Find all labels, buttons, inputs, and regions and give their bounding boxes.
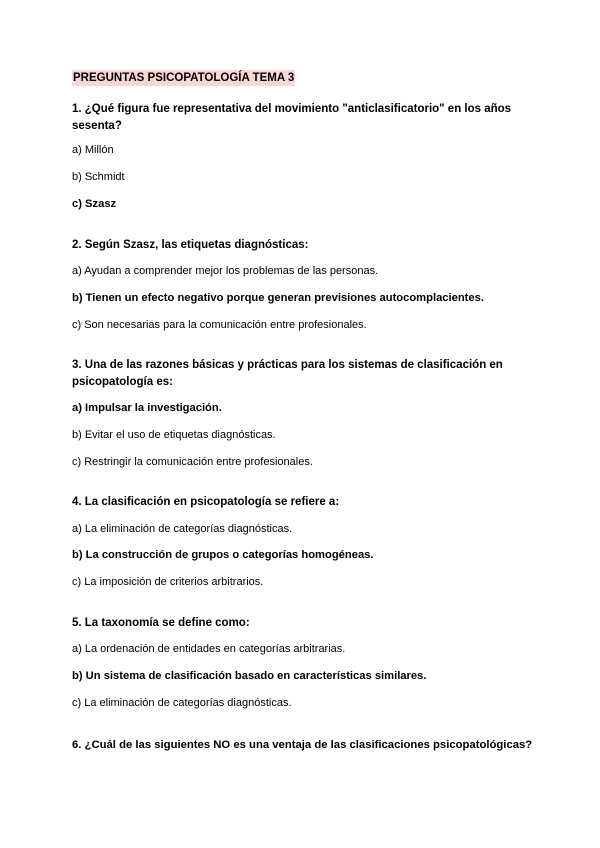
question-1-option-a: a) Millón: [72, 144, 114, 156]
question-3-option-a-correct: a) Impulsar la investigación.: [72, 402, 222, 414]
question-4-option-c: c) La imposición de criterios arbitrarios.: [72, 576, 264, 588]
question-5-text: 5. La taxonomía se define como:: [72, 617, 250, 629]
question-5-option-c: c) La eliminación de categorías diagnósticas.: [72, 697, 292, 709]
question-3-text: 3. Una de las razones básicas y prácticas para los sistemas de clasificación en psicopatología es:: [72, 359, 503, 388]
question-2-option-a: a) Ayudan a comprender mejor los problemas de las personas.: [72, 265, 379, 277]
question-4-text: 4. La clasificación en psicopatología se refiere a:: [72, 496, 340, 508]
question-3-option-b: b) Evitar el uso de etiquetas diagnósticas.: [72, 429, 276, 441]
question-2-option-c: c) Son necesarias para la comunicación entre profesionales.: [72, 319, 367, 331]
question-2-option-b-correct: b) Tienen un efecto negativo porque generan previsiones autocomplacientes.: [72, 292, 484, 304]
question-4-option-a: a) La eliminación de categorías diagnósticas.: [72, 523, 293, 535]
question-4-option-b-correct: b) La construcción de grupos o categorías homogéneas.: [72, 549, 374, 561]
question-3-option-c: c) Restringir la comunicación entre profesionales.: [72, 456, 313, 468]
question-2-text: 2. Según Szasz, las etiquetas diagnósticas:: [72, 239, 309, 251]
question-1-option-b: b) Schmidt: [72, 171, 125, 183]
question-1-text: 1. ¿Qué figura fue representativa del movimiento "anticlasificatorio" en los años sesenta?: [72, 103, 512, 132]
question-5-option-a: a) La ordenación de entidades en categorías arbitrarias.: [72, 643, 346, 655]
question-6-text: 6. ¿Cuál de las siguientes NO es una ventaja de las clasificaciones psicopatológicas?: [72, 739, 533, 751]
document-title: PREGUNTAS PSICOPATOLOGÍA TEMA 3: [73, 72, 295, 84]
question-5-option-b-correct: b) Un sistema de clasificación basado en características similares.: [72, 670, 427, 682]
question-1-option-c-correct: c) Szasz: [72, 198, 117, 210]
